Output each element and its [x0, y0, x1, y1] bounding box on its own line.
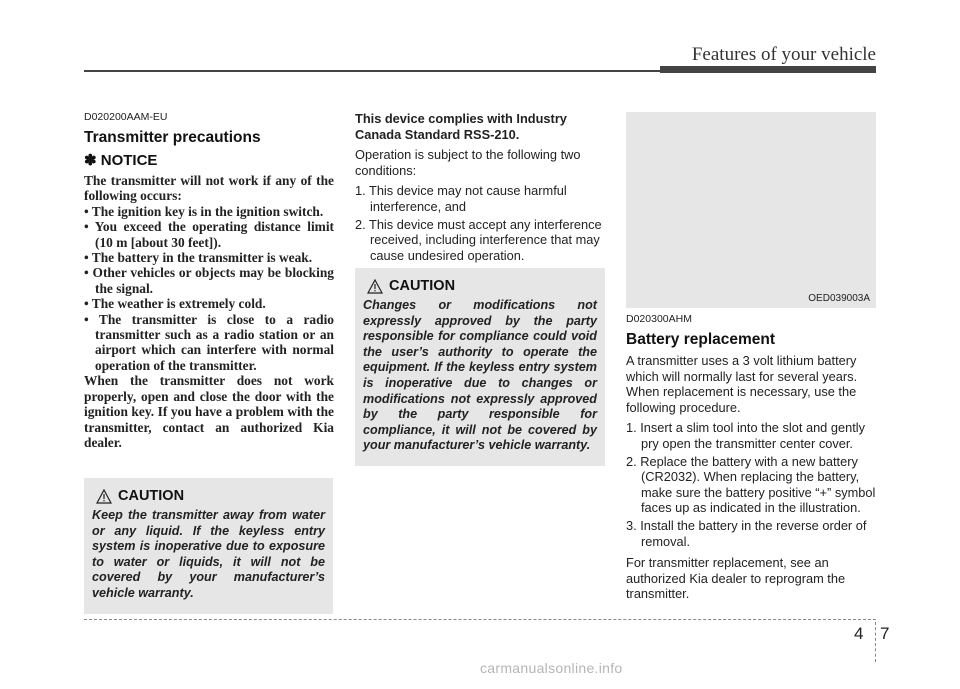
conditions-intro: Operation is subject to the following two conditions:	[355, 147, 581, 178]
chapter-number: 4	[854, 624, 864, 643]
header-rule	[84, 70, 876, 72]
list-item: • The ignition key is in the ignition switch.	[84, 203, 324, 219]
conditions-list	[355, 183, 605, 263]
notice-body	[84, 173, 334, 450]
caution-text: Keep the transmitter away from water or any liquid. If the keyless entry system is inoperative due to exposure to water or liquids, it will not be covered by your manufacturer’s vehicle warranty.	[92, 508, 325, 600]
compliance-statement: This device complies with Industry Canada Standard RSS-210.	[355, 111, 567, 142]
battery-closing: For transmitter replacement, see an authorized Kia dealer to reprogram the transmitter.	[626, 555, 846, 602]
notice-list	[84, 204, 334, 373]
list-item: • The weather is extremely cold.	[84, 296, 266, 312]
notice-heading	[84, 151, 334, 169]
illustration-placeholder	[626, 112, 876, 308]
watermark: carmanualsonline.info	[480, 660, 623, 676]
figure-label: OED039003A	[808, 293, 870, 304]
notice-intro: The transmitter will not work if any of the following occurs:	[84, 173, 334, 204]
caution-text: Changes or modifications not expressly approved by the party responsible for compliance could void the user’s authority to operate the equipment. If the keyless entry system is inoperative due to changes or modifications not expressly approved by the party responsible for compliance, it will not be covered by your manufacturer’s vehicle warranty.	[363, 298, 597, 453]
warning-triangle-icon	[96, 489, 112, 504]
caution-title: CAUTION	[367, 278, 597, 294]
notice-closing: When the transmitter does not work properly, open and close the door with the ignition key. If you have a problem with the transmitter, contact an authorized Kia dealer.	[84, 373, 334, 450]
list-item: 2. This device must accept any interference received, including interference that may cause undesired operation.	[355, 216, 602, 263]
list-item: 3. Install the battery in the reverse order of removal.	[626, 517, 867, 549]
list-item: 1. Insert a slim tool into the slot and gently pry open the transmitter center cover.	[626, 420, 866, 451]
list-item: • The battery in the transmitter is weak.	[84, 250, 313, 266]
battery-intro: A transmitter uses a 3 volt lithium battery which will normally last for several years. When replacement is necessary, use the following procedure.	[626, 353, 858, 415]
list-item: • Other vehicles or objects may be blocking the signal.	[84, 265, 334, 296]
list-item: 1. This device may not cause harmful interference, and	[355, 183, 567, 214]
heading-transmitter-precautions: Transmitter precautions	[84, 129, 261, 146]
notice-star-icon: ✽	[84, 152, 97, 169]
battery-steps	[626, 420, 876, 549]
heading-battery-replacement: Battery replacement	[626, 331, 776, 348]
caution-box-modifications	[355, 268, 605, 466]
caution-box-water	[84, 478, 333, 614]
list-item: 2. Replace the battery with a new battery (CR2032). When replacing the battery, make sure the battery positive “+” symbol faces up as indicated in the illustration.	[626, 453, 876, 516]
section-title: Features of your vehicle	[691, 44, 876, 65]
caution-title: CAUTION	[96, 488, 325, 504]
footer-rule	[84, 619, 876, 620]
column-compliance	[355, 111, 605, 269]
column-transmitter-precautions	[84, 111, 334, 450]
column-battery-replacement	[626, 313, 876, 607]
section-code: D020300AHM	[626, 313, 692, 325]
notice-label: NOTICE	[100, 152, 158, 169]
page-number: 7	[880, 624, 890, 643]
warning-triangle-icon	[367, 279, 383, 294]
list-item: • The transmitter is close to a radio transmitter such as a radio station or an airport which can interfere with normal operation of the transmitter.	[84, 311, 334, 373]
page-number-divider	[875, 622, 876, 662]
section-code: D020200AAM-EU	[84, 111, 168, 123]
list-item: • You exceed the operating distance limit (10 m [about 30 feet]).	[84, 219, 334, 250]
